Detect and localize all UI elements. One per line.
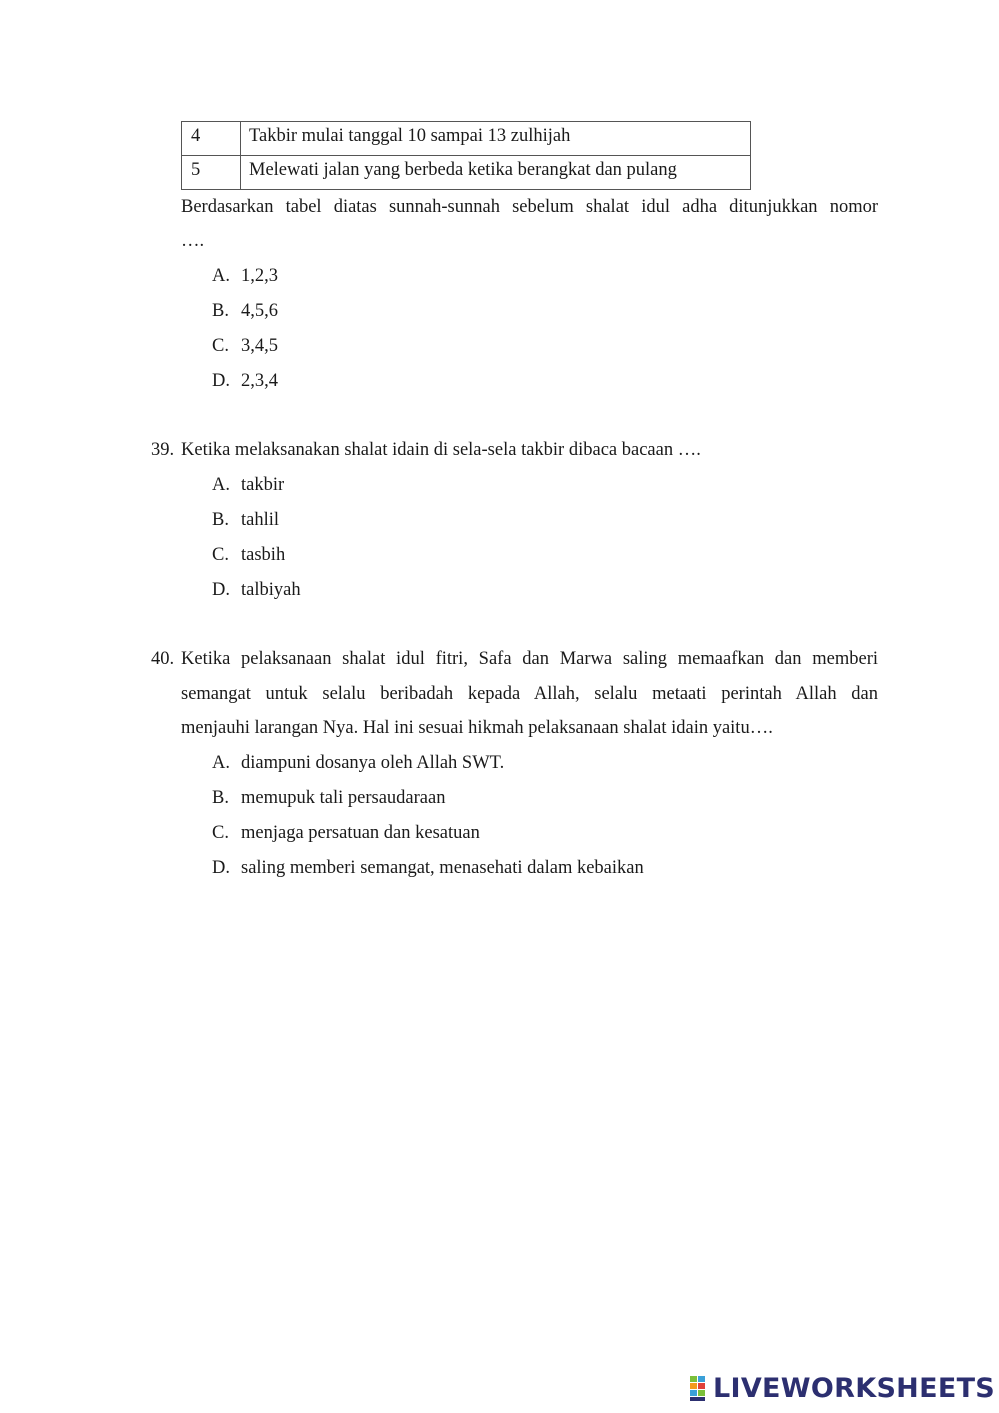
option-text: 4,5,6: [241, 301, 278, 321]
watermark-text: LIVEWORKSHEETS: [713, 1373, 996, 1404]
option-letter: B.: [212, 510, 229, 530]
question-40-option-a[interactable]: [212, 752, 504, 774]
table-cell-text: Melewati jalan yang berbeda ketika berangkat dan pulang: [241, 156, 751, 190]
table-cell-number: 4: [182, 122, 241, 156]
option-text: 2,3,4: [241, 371, 278, 391]
option-letter: D.: [212, 371, 230, 391]
question-39-option-d[interactable]: [212, 579, 301, 601]
option-letter: A.: [212, 753, 230, 773]
option-letter: C.: [212, 336, 229, 356]
question-38-option-a[interactable]: [212, 265, 278, 287]
question-38-stem: Berdasarkan tabel diatas sunnah-sunnah sebelum shalat idul adha ditunjukkan nomor: [181, 197, 878, 217]
option-letter: A.: [212, 266, 230, 286]
option-text: saling memberi semangat, menasehati dalam kebaikan: [241, 858, 644, 878]
table-cell-number: 5: [182, 156, 241, 190]
option-text: diampuni dosanya oleh Allah SWT.: [241, 753, 505, 773]
option-letter: A.: [212, 475, 230, 495]
question-40-option-d[interactable]: [212, 857, 644, 879]
question-39-option-a[interactable]: [212, 474, 284, 496]
option-text: talbiyah: [241, 580, 301, 600]
option-text: 3,4,5: [241, 336, 278, 356]
option-text: takbir: [241, 475, 285, 495]
option-text: memupuk tali persaudaraan: [241, 788, 446, 808]
question-40-stem-line-2: semangat untuk selalu beribadah kepada Allah, selalu metaati perintah Allah dan: [181, 684, 878, 704]
option-letter: D.: [212, 858, 230, 878]
question-39-stem: Ketika melaksanakan shalat idain di sela-sela takbir dibaca bacaan ….: [181, 440, 701, 460]
table-cell-text: Takbir mulai tanggal 10 sampai 13 zulhijah: [241, 122, 751, 156]
question-38-option-d[interactable]: [212, 370, 278, 392]
option-letter: B.: [212, 301, 229, 321]
question-38-option-b[interactable]: [212, 300, 278, 322]
option-letter: C.: [212, 545, 229, 565]
option-letter: B.: [212, 788, 229, 808]
question-39-option-c[interactable]: [212, 544, 285, 566]
option-text: 1,2,3: [241, 266, 278, 286]
option-text: tasbih: [241, 545, 286, 565]
table-row: [182, 156, 751, 190]
question-39-number: 39.: [151, 440, 175, 460]
question-40-stem-line-1: Ketika pelaksanaan shalat idul fitri, Safa dan Marwa saling memaafkan dan memberi: [181, 649, 878, 669]
table-row: [182, 122, 751, 156]
question-40-option-b[interactable]: [212, 787, 445, 809]
question-40-stem-line-3: menjauhi larangan Nya. Hal ini sesuai hikmah pelaksanaan shalat idain yaitu….: [181, 718, 773, 738]
question-39-option-b[interactable]: [212, 509, 279, 531]
question-40-number: 40.: [151, 649, 175, 669]
sunnah-table: [181, 121, 751, 190]
question-38-option-c[interactable]: [212, 335, 278, 357]
option-letter: D.: [212, 580, 230, 600]
liveworksheets-watermark: [690, 1374, 995, 1404]
question-40-option-c[interactable]: [212, 822, 480, 844]
option-text: menjaga persatuan dan kesatuan: [241, 823, 480, 843]
option-text: tahlil: [241, 510, 280, 530]
question-38-stem-ellipsis: ….: [181, 231, 205, 251]
option-letter: C.: [212, 823, 229, 843]
liveworksheets-logo-icon: [690, 1376, 710, 1402]
